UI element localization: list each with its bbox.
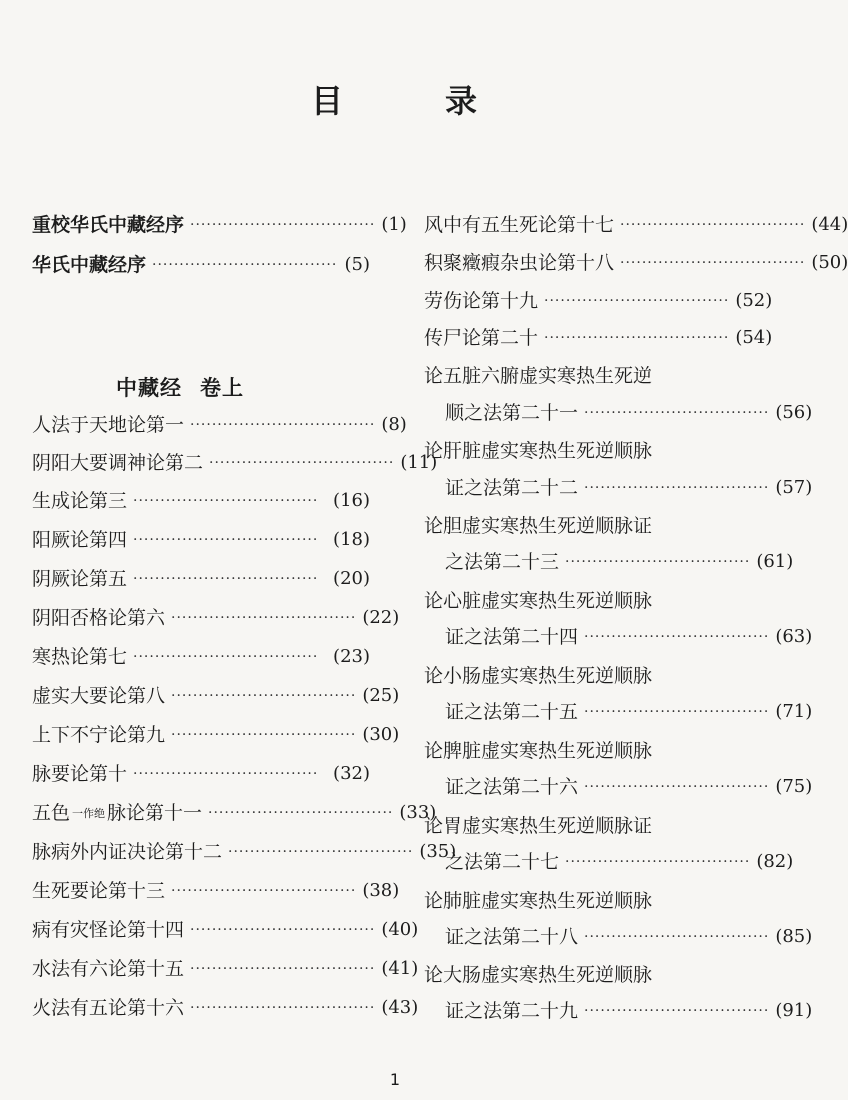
toc-entry-title: 寒热论第七 [32, 646, 128, 668]
toc-entry-title: 风中有五生死论第十七 [424, 214, 615, 236]
variant-note: 一作绝 [72, 806, 106, 820]
toc-entry-page: (91) [775, 1000, 813, 1021]
toc-entry[interactable] [424, 323, 773, 353]
toc-entry-page: (82) [756, 851, 794, 872]
toc-entry-title-line2: 之法第二十三 [445, 551, 560, 573]
toc-entry-title-line2: 证之法第二十五 [445, 701, 579, 723]
leader-dots: ·································· [190, 1000, 376, 1016]
toc-entry-page: (54) [735, 327, 773, 348]
section-heading [116, 372, 244, 402]
toc-entry-page: (57) [775, 477, 813, 498]
leader-dots: ·································· [208, 805, 394, 821]
toc-entry-title-line1[interactable]: 论小肠虚实寒热生死逆顺脉 [424, 665, 653, 687]
toc-entry-title: 上下不宁论第九 [32, 724, 166, 746]
toc-entry-page: (20) [333, 568, 370, 589]
leader-dots: ·································· [584, 1003, 770, 1019]
toc-entry-title-line1[interactable]: 论肝脏虚实寒热生死逆顺脉 [424, 440, 653, 462]
toc-entry[interactable] [32, 915, 419, 945]
section-book: 中藏经 [116, 376, 182, 400]
leader-dots: ·································· [190, 417, 376, 433]
toc-entry[interactable] [424, 922, 813, 952]
leader-dots: ·································· [190, 922, 376, 938]
toc-entry-title-line1[interactable]: 论五脏六腑虚实寒热生死逆 [424, 365, 653, 387]
toc-entry-title: 传尸论第二十 [424, 327, 539, 349]
toc-entry-title-line2: 之法第二十七 [445, 851, 560, 873]
toc-entry[interactable] [32, 525, 370, 555]
toc-entry-page: (56) [775, 402, 813, 423]
toc-entry-page: (38) [362, 880, 400, 901]
toc-entry-title-part: 五色 [32, 801, 71, 824]
toc-entry[interactable] [32, 410, 407, 440]
toc-entry[interactable] [32, 210, 407, 240]
toc-entry-title: 阴厥论第五 [32, 568, 128, 590]
leader-dots: ·································· [620, 217, 806, 233]
toc-entry-title: 积聚癥瘕杂虫论第十八 [424, 252, 615, 274]
leader-dots: ·································· [133, 571, 319, 587]
toc-entry[interactable] [424, 847, 794, 877]
leader-dots: ·································· [544, 293, 730, 309]
leader-dots: ·································· [190, 217, 376, 233]
toc-entry[interactable] [32, 250, 370, 280]
toc-entry-title: 水法有六论第十五 [32, 958, 185, 980]
toc-entry-page: (33) [399, 802, 437, 823]
toc-entry[interactable] [32, 681, 400, 711]
toc-entry-title: 脉病外内证决论第十二 [32, 841, 223, 863]
toc-entry[interactable] [424, 996, 813, 1026]
toc-entry-title: 病有灾怪论第十四 [32, 919, 185, 941]
toc-entry-page: (22) [362, 607, 400, 628]
leader-dots: ·································· [584, 929, 770, 945]
toc-entry-title-line1[interactable]: 论大肠虚实寒热生死逆顺脉 [424, 964, 653, 986]
toc-entry[interactable] [424, 248, 848, 278]
toc-entry-title: 人法于天地论第一 [32, 414, 185, 436]
toc-entry[interactable] [424, 772, 813, 802]
toc-entry-title: 脉要论第十 [32, 763, 128, 785]
toc-entry-page: (50) [811, 252, 848, 273]
leader-dots: ·································· [171, 610, 357, 626]
leader-dots: ·································· [228, 844, 414, 860]
toc-entry-page: (1) [381, 214, 407, 235]
toc-entry[interactable] [32, 837, 457, 867]
leader-dots: ·································· [133, 766, 319, 782]
toc-entry[interactable] [424, 473, 813, 503]
toc-entry-page: (44) [811, 214, 848, 235]
leader-dots: ·································· [584, 480, 770, 496]
toc-entry-page: (35) [419, 841, 457, 862]
toc-entry[interactable] [32, 798, 437, 828]
toc-entry-page: (63) [775, 626, 813, 647]
toc-entry-title [32, 798, 202, 829]
title-char-2: 录 [445, 82, 480, 120]
toc-entry-page: (11) [400, 452, 438, 473]
toc-entry-title-line2: 证之法第二十二 [445, 477, 579, 499]
toc-entry[interactable] [424, 547, 794, 577]
leader-dots: ·································· [171, 883, 357, 899]
toc-entry-title: 生死要论第十三 [32, 880, 166, 902]
toc-entry-page: (30) [362, 724, 400, 745]
toc-entry[interactable] [32, 448, 438, 478]
leader-dots: ·································· [209, 455, 395, 471]
toc-entry-page: (16) [333, 490, 370, 511]
leader-dots: ·································· [152, 257, 338, 273]
toc-entry[interactable] [32, 642, 370, 672]
toc-entry-page: (23) [333, 646, 370, 667]
leader-dots: ·································· [565, 854, 751, 870]
title-char-1: 目 [310, 82, 345, 120]
leader-dots: ·································· [133, 493, 319, 509]
toc-entry-title: 阳厥论第四 [32, 529, 128, 551]
toc-entry[interactable] [32, 993, 419, 1023]
toc-entry-page: (71) [775, 701, 813, 722]
leader-dots: ·································· [620, 255, 806, 271]
leader-dots: ·································· [584, 704, 770, 720]
toc-entry-title-line1[interactable]: 论脾脏虚实寒热生死逆顺脉 [424, 740, 653, 762]
toc-entry-title: 虚实大要论第八 [32, 685, 166, 707]
toc-entry[interactable] [424, 697, 813, 727]
toc-entry-title-line2: 顺之法第二十一 [445, 402, 579, 424]
leader-dots: ·································· [133, 649, 319, 665]
toc-entry-title: 生成论第三 [32, 490, 128, 512]
toc-entry-title: 重校华氏中藏经序 [32, 214, 185, 236]
toc-entry[interactable] [32, 876, 400, 906]
toc-entry-title-line1[interactable]: 论胃虚实寒热生死逆顺脉证 [424, 815, 653, 837]
toc-entry[interactable] [424, 210, 848, 240]
toc-entry-title-line1[interactable]: 论心脏虚实寒热生死逆顺脉 [424, 590, 653, 612]
toc-entry-title: 华氏中藏经序 [32, 254, 147, 276]
toc-entry-title-line1[interactable]: 论胆虚实寒热生死逆顺脉证 [424, 515, 653, 537]
page-title [0, 76, 790, 122]
toc-entry[interactable] [424, 286, 773, 316]
toc-entry-page: (25) [362, 685, 400, 706]
toc-entry[interactable] [32, 564, 370, 594]
leader-dots: ·································· [565, 554, 751, 570]
leader-dots: ·································· [171, 727, 357, 743]
toc-entry-title-line2: 证之法第二十八 [445, 926, 579, 948]
toc-entry[interactable] [32, 759, 370, 789]
toc-entry-page: (41) [381, 958, 419, 979]
toc-entry-page: (18) [333, 529, 370, 550]
toc-entry-title-line1[interactable]: 论肺脏虚实寒热生死逆顺脉 [424, 890, 653, 912]
leader-dots: ·································· [133, 532, 319, 548]
leader-dots: ·································· [190, 961, 376, 977]
toc-entry-page: (85) [775, 926, 813, 947]
toc-entry[interactable] [424, 622, 813, 652]
leader-dots: ·································· [584, 779, 770, 795]
toc-entry-page: (52) [735, 290, 773, 311]
leader-dots: ·································· [584, 629, 770, 645]
toc-entry-page: (8) [381, 414, 407, 435]
toc-entry[interactable] [32, 720, 400, 750]
leader-dots: ·································· [544, 330, 730, 346]
toc-entry-title: 阴阳否格论第六 [32, 607, 166, 629]
toc-entry-title-line2: 证之法第二十六 [445, 776, 579, 798]
toc-entry[interactable] [32, 603, 400, 633]
toc-entry-title-part: 脉论第十一 [107, 801, 203, 824]
toc-entry-title: 阴阳大要调神论第二 [32, 452, 204, 474]
toc-entry-page: (32) [333, 763, 370, 784]
leader-dots: ·································· [584, 405, 770, 421]
toc-entry-title: 火法有五论第十六 [32, 997, 185, 1019]
page-number: 1 [389, 1070, 401, 1089]
section-volume: 卷上 [200, 376, 244, 400]
toc-entry-title: 劳伤论第十九 [424, 290, 539, 312]
toc-entry[interactable] [424, 398, 813, 428]
toc-entry[interactable] [32, 954, 419, 984]
toc-entry-title-line2: 证之法第二十九 [445, 1000, 579, 1022]
toc-entry-page: (43) [381, 997, 419, 1018]
toc-entry-title-line2: 证之法第二十四 [445, 626, 579, 648]
toc-entry-page: (75) [775, 776, 813, 797]
leader-dots: ·································· [171, 688, 357, 704]
toc-entry-page: (40) [381, 919, 419, 940]
toc-entry-page: (5) [344, 254, 370, 275]
toc-entry-page: (61) [756, 551, 794, 572]
toc-entry[interactable] [32, 486, 370, 516]
